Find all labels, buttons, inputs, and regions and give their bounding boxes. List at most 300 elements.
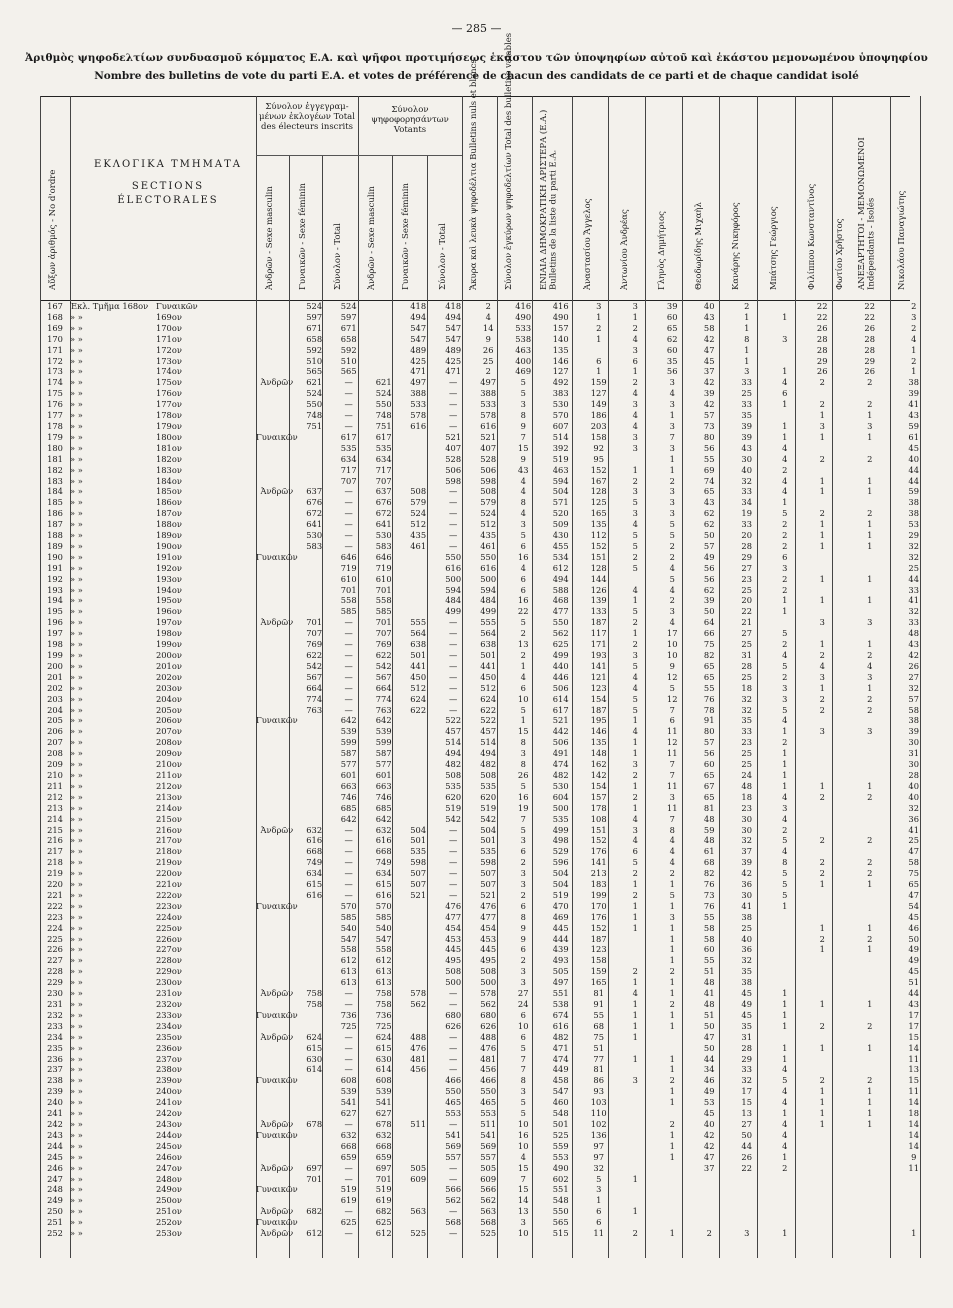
table-cell: 33 <box>908 584 919 595</box>
table-cell: 492 <box>552 377 569 388</box>
table-cell: 3 <box>669 442 675 453</box>
table-cell: 1 <box>782 366 788 377</box>
table-cell: 501 <box>410 650 427 660</box>
table-cell: 463 <box>515 344 532 355</box>
table-cell: 624 <box>306 1031 323 1042</box>
table-cell: 542 <box>306 660 323 671</box>
table-cell: 751 <box>306 420 323 431</box>
table-cell: 188 <box>47 530 63 541</box>
table-cell <box>367 356 401 367</box>
table-cell: 663 <box>340 780 357 791</box>
table-row <box>40 1064 929 1075</box>
table-cell: 541 <box>340 1097 357 1108</box>
table-cell: 453 <box>445 933 462 944</box>
table-cell: 22 <box>864 311 875 322</box>
table-cell: 490 <box>515 311 532 322</box>
table-cell <box>401 726 436 737</box>
table-cell: — <box>344 540 353 551</box>
table-cell: 74 <box>703 475 715 486</box>
table-cell: 1 <box>911 344 917 355</box>
table-cell: » » <box>70 693 83 704</box>
table-cell <box>208 1217 256 1228</box>
table-cell: 221 <box>47 889 63 900</box>
table-cell: 4 <box>782 1064 788 1075</box>
table-cell: 55 <box>593 1009 604 1020</box>
table-cell: 35 <box>741 410 752 421</box>
table-cell: 36 <box>741 944 752 955</box>
table-cell: 1 <box>819 1086 825 1097</box>
table-cell: 121 <box>590 671 607 682</box>
table-cell: » » <box>70 737 83 748</box>
table-cell: 32 <box>908 606 919 617</box>
table-cell: 225ον <box>156 922 182 933</box>
table-cell: 49 <box>908 944 919 955</box>
table-cell: 152 <box>590 464 607 475</box>
table-cell <box>841 1174 899 1185</box>
table-cell: 14 <box>908 1129 919 1140</box>
table-cell <box>256 661 298 672</box>
table-cell: 553 <box>445 1108 462 1119</box>
table-cell <box>256 1097 298 1108</box>
table-cell <box>298 770 331 781</box>
table-cell <box>208 1032 256 1043</box>
table-cell: 701 <box>375 1173 392 1184</box>
table-cell: 171 <box>590 639 607 650</box>
table-cell: 11 <box>666 780 678 791</box>
table-cell: 57 <box>703 540 715 551</box>
table-cell: 567 <box>375 671 392 682</box>
table-cell: 612 <box>340 955 357 966</box>
table-cell: » » <box>70 322 83 333</box>
table-cell: 641 <box>306 519 323 530</box>
table-cell <box>208 454 256 465</box>
table-cell <box>256 345 298 356</box>
table-cell: 1 <box>782 726 788 737</box>
table-cell: 680 <box>480 1009 497 1020</box>
table-cell: 725 <box>340 1020 357 1031</box>
table-cell: 4 <box>819 660 825 671</box>
table-cell: 4 <box>632 388 638 399</box>
table-cell: 2 <box>632 791 638 802</box>
table-cell <box>804 890 841 901</box>
table-cell: 2 <box>819 933 825 944</box>
table-cell: 519 <box>552 453 569 464</box>
table-cell: 456 <box>480 1064 497 1075</box>
table-cell: 1 <box>782 1020 788 1031</box>
table-cell: — <box>449 410 458 421</box>
table-cell: 241 <box>47 1108 63 1119</box>
table-cell <box>766 977 804 988</box>
table-cell: 25 <box>741 388 752 399</box>
table-cell: 2 <box>632 322 638 333</box>
table-cell: » » <box>70 595 83 606</box>
table-cell: 55 <box>703 911 715 922</box>
table-cell <box>691 1206 728 1217</box>
table-cell: 616 <box>552 1020 569 1031</box>
table-cell: 180 <box>47 442 63 453</box>
table-cell: » » <box>70 1162 83 1173</box>
table-row <box>40 1032 929 1043</box>
table-cell: 2 <box>819 857 825 868</box>
table-cell: 512 <box>480 682 497 693</box>
table-cell: 5 <box>520 1042 526 1053</box>
table-cell: 2 <box>819 1020 825 1031</box>
table-cell: 28 <box>741 660 752 671</box>
table-cell <box>298 1130 331 1141</box>
table-cell <box>256 476 298 487</box>
table-cell: 191ον <box>156 551 182 562</box>
table-cell <box>401 923 436 934</box>
table-cell: 519 <box>552 889 569 900</box>
table-cell: Ἀνδρῶν <box>260 988 294 999</box>
table-cell: 5 <box>782 889 788 900</box>
table-cell: 615 <box>306 879 323 890</box>
table-cell: 494 <box>552 573 569 584</box>
table-cell: 6 <box>632 355 638 366</box>
table-cell: 59 <box>908 420 919 431</box>
table-cell <box>208 334 256 345</box>
table-cell: — <box>449 540 458 551</box>
table-cell <box>298 1097 331 1108</box>
table-cell <box>208 1174 256 1185</box>
table-cell: 5 <box>596 1173 602 1184</box>
table-cell: 2 <box>911 355 917 366</box>
table-row <box>40 803 929 814</box>
table-cell: 6 <box>782 388 788 399</box>
table-cell <box>841 737 899 748</box>
table-cell: 533 <box>480 399 497 410</box>
table-cell: 553 <box>552 1151 569 1162</box>
table-cell: 22 <box>816 311 828 322</box>
table-cell: 226ον <box>156 933 182 944</box>
table-cell: 1 <box>782 420 788 431</box>
table-cell: 8 <box>520 737 526 748</box>
table-cell: — <box>449 497 458 508</box>
table-cell: 15 <box>517 442 529 453</box>
table-cell: 65 <box>703 671 715 682</box>
table-cell: » » <box>70 1064 83 1075</box>
table-cell: 54 <box>908 900 919 911</box>
table-cell: 49 <box>703 1086 715 1097</box>
table-cell: 27 <box>908 671 919 682</box>
table-cell <box>899 1217 929 1228</box>
table-cell: 563 <box>410 1206 427 1217</box>
table-cell <box>208 857 256 868</box>
table-cell: 174 <box>47 377 63 388</box>
table-cell: 25 <box>908 835 919 846</box>
table-cell: 192ον <box>156 562 182 573</box>
table-cell <box>804 988 841 999</box>
table-row <box>40 835 929 846</box>
table-cell <box>841 552 899 563</box>
table-cell: 7 <box>520 813 526 824</box>
table-cell: — <box>344 1064 353 1075</box>
table-cell: 407 <box>445 442 462 453</box>
table-cell: 64 <box>703 617 715 628</box>
table-cell: — <box>449 1053 458 1064</box>
table-cell: 25 <box>908 562 919 573</box>
table-cell: 48 <box>703 999 715 1009</box>
table-cell: 108 <box>590 813 607 824</box>
table-cell: 676 <box>375 497 392 508</box>
table-cell <box>617 1064 654 1075</box>
table-cell <box>804 585 841 596</box>
table-cell: » » <box>70 1173 83 1184</box>
table-cell: 1 <box>669 1020 675 1031</box>
table-cell <box>654 1174 691 1185</box>
table-cell: 497 <box>410 377 427 388</box>
table-cell: 43 <box>703 497 715 508</box>
table-cell: 615 <box>375 879 392 890</box>
table-cell <box>208 835 256 846</box>
table-cell: 22 <box>517 606 529 617</box>
table-cell: 169 <box>47 322 63 333</box>
table-cell: 57 <box>703 737 715 748</box>
table-cell <box>208 432 256 443</box>
table-cell: — <box>344 879 353 890</box>
table-cell: 186ον <box>156 497 182 508</box>
table-cell: » » <box>70 1009 83 1020</box>
table-cell: 235 <box>47 1042 63 1053</box>
table-cell: — <box>344 857 353 868</box>
table-cell <box>256 1195 298 1206</box>
table-cell: » » <box>70 1206 83 1217</box>
table-cell: 117 <box>590 628 607 639</box>
header-cand-1: Ἀναστασίου Ἄγγελος <box>583 198 593 290</box>
table-cell: 550 <box>480 1086 497 1097</box>
table-cell: 165 <box>590 508 607 519</box>
table-cell: 177ον <box>156 399 182 410</box>
table-cell: 587 <box>340 748 357 759</box>
table-cell: » » <box>70 1151 83 1162</box>
table-cell: 562 <box>410 999 427 1009</box>
table-cell: 490 <box>552 1162 569 1173</box>
table-cell: 4 <box>669 835 675 846</box>
table-cell: 125 <box>590 497 607 508</box>
header-sections <box>88 158 248 208</box>
table-cell: 751 <box>375 420 392 431</box>
table-cell: 248ον <box>156 1173 182 1184</box>
table-cell: — <box>344 410 353 421</box>
header-reg-female: Γυναικῶν - Sexe féminin <box>298 183 308 290</box>
table-cell: » » <box>70 900 83 911</box>
table-cell: 471 <box>445 366 462 377</box>
table-cell: 637 <box>306 486 323 497</box>
table-cell: 2 <box>867 835 873 846</box>
table-cell <box>256 781 298 792</box>
table-cell <box>208 999 256 1010</box>
table-cell: 3 <box>744 1228 750 1239</box>
table-cell: 202 <box>47 682 63 693</box>
table-cell: 551 <box>552 988 569 999</box>
table-cell: 506 <box>480 464 497 475</box>
table-cell: 481 <box>410 1053 427 1064</box>
table-cell: 128 <box>590 562 607 573</box>
table-cell: 152 <box>590 922 607 933</box>
table-cell: — <box>344 399 353 410</box>
table-cell: — <box>344 1118 353 1129</box>
table-cell: 719 <box>375 562 392 573</box>
table-cell <box>256 366 298 377</box>
table-cell: 230 <box>47 988 63 999</box>
table-cell: 40 <box>703 1118 715 1129</box>
header-cand-5: Κανάρης Νικηφόρος <box>731 202 741 290</box>
table-cell: 44 <box>908 475 919 486</box>
table-cell: 5 <box>520 617 526 628</box>
table-cell: 594 <box>445 584 462 595</box>
table-cell: 26 <box>517 769 529 780</box>
table-cell <box>841 1152 899 1163</box>
table-cell: 2 <box>867 1020 873 1031</box>
table-cell: 17 <box>908 1009 919 1020</box>
table-cell: Γυναικῶν <box>256 715 298 726</box>
table-cell: 1 <box>819 1108 825 1119</box>
table-cell: 211ον <box>156 769 182 780</box>
table-cell: » » <box>70 715 83 726</box>
table-cell: 519 <box>445 802 462 813</box>
table-cell: 159 <box>590 966 607 977</box>
table-cell: 1 <box>632 780 638 791</box>
table-cell: 418 <box>445 301 462 311</box>
table-cell: 659 <box>340 1151 357 1162</box>
table-cell: 540 <box>340 922 357 933</box>
table-cell: 1 <box>632 628 638 639</box>
table-cell: » » <box>70 791 83 802</box>
table-cell: 525 <box>480 1228 497 1239</box>
table-cell: 2 <box>867 508 873 519</box>
table-cell: 463 <box>552 464 569 475</box>
table-cell: » » <box>70 617 83 628</box>
table-cell: 3 <box>520 519 526 530</box>
table-cell: 558 <box>375 595 392 606</box>
table-cell <box>804 1228 841 1239</box>
table-cell: 40 <box>703 301 715 311</box>
table-cell: 80 <box>703 726 715 737</box>
table-cell <box>256 628 298 639</box>
table-cell: 625 <box>552 639 569 650</box>
table-cell: 599 <box>340 737 357 748</box>
table-cell <box>298 955 331 966</box>
table-cell: 538 <box>552 999 569 1009</box>
table-cell: 241ον <box>156 1097 182 1108</box>
table-cell: 219 <box>47 868 63 879</box>
table-cell: 471 <box>410 366 427 377</box>
table-cell <box>804 497 841 508</box>
table-cell: » » <box>70 999 83 1009</box>
table-cell: 45 <box>741 1009 752 1020</box>
table-cell <box>766 345 804 356</box>
table-cell: 1 <box>669 1009 675 1020</box>
table-cell: 1 <box>669 410 675 421</box>
table-cell: 168 <box>47 311 63 322</box>
table-cell: 33 <box>741 726 752 737</box>
table-cell: 5 <box>669 573 675 584</box>
table-cell: 2 <box>819 1075 825 1086</box>
table-cell: 1 <box>782 431 788 442</box>
table-row <box>40 1217 929 1228</box>
table-cell: 3 <box>632 1075 638 1086</box>
table-cell <box>256 672 298 683</box>
table-cell <box>766 1195 804 1206</box>
table-cell: — <box>344 1042 353 1053</box>
table-cell: 26 <box>864 366 875 377</box>
table-cell <box>298 563 331 574</box>
table-cell: 672 <box>375 508 392 519</box>
table-cell: 538 <box>515 333 532 344</box>
table-cell <box>401 901 436 912</box>
table-cell: 32 <box>741 475 752 486</box>
table-cell: 15 <box>517 1162 529 1173</box>
table-cell: 8 <box>520 759 526 770</box>
table-cell: 65 <box>703 769 715 780</box>
table-cell: 1 <box>669 933 675 944</box>
table-cell: 197 <box>47 628 63 639</box>
table-cell: 476 <box>410 1042 427 1053</box>
table-cell: 103 <box>590 1097 607 1108</box>
table-cell: 32 <box>908 540 919 551</box>
table-cell: 27 <box>741 628 752 639</box>
table-cell: — <box>344 1206 353 1217</box>
table-cell: 222ον <box>156 889 182 900</box>
table-cell <box>298 814 331 825</box>
table-cell: 7 <box>669 813 675 824</box>
table-row <box>40 366 929 377</box>
table-cell: » » <box>70 377 83 388</box>
table-cell: 564 <box>480 628 497 639</box>
table-cell: 539 <box>375 726 392 737</box>
table-cell: 3 <box>632 650 638 660</box>
table-cell <box>256 1152 298 1163</box>
table-cell: 597 <box>340 311 357 322</box>
table-cell: 578 <box>410 988 427 999</box>
table-cell <box>256 1086 298 1097</box>
table-row <box>40 606 929 617</box>
table-cell <box>298 966 331 977</box>
table-cell: 630 <box>306 1053 323 1064</box>
table-cell <box>804 1054 841 1065</box>
table-cell <box>401 1010 436 1021</box>
table-cell: 3 <box>632 508 638 519</box>
table-cell: 5 <box>520 377 526 388</box>
table-cell: 4 <box>485 311 491 322</box>
table-cell <box>256 585 298 596</box>
table-cell: 141 <box>590 857 607 868</box>
table-cell: 1 <box>632 922 638 933</box>
table-cell: — <box>449 846 458 857</box>
table-cell <box>841 912 899 923</box>
table-cell: 14 <box>908 1042 919 1053</box>
table-cell: 59 <box>703 824 715 835</box>
table-cell <box>841 846 899 857</box>
table-cell: 247ον <box>156 1162 182 1173</box>
table-cell: 425 <box>445 355 462 366</box>
table-cell <box>841 955 899 966</box>
table-cell: 566 <box>445 1184 462 1195</box>
table-cell <box>208 552 256 563</box>
table-cell: 239 <box>47 1086 63 1097</box>
table-cell <box>766 934 804 945</box>
table-cell <box>617 955 654 966</box>
table-cell: 3 <box>520 835 526 846</box>
table-cell: » » <box>70 388 83 399</box>
table-cell: 44 <box>908 573 919 584</box>
table-cell: 494 <box>410 311 427 322</box>
table-cell: 216 <box>47 835 63 846</box>
table-cell <box>401 955 436 966</box>
table-cell: 228 <box>47 966 63 977</box>
table-cell: 3 <box>632 442 638 453</box>
table-cell: 514 <box>480 737 497 748</box>
